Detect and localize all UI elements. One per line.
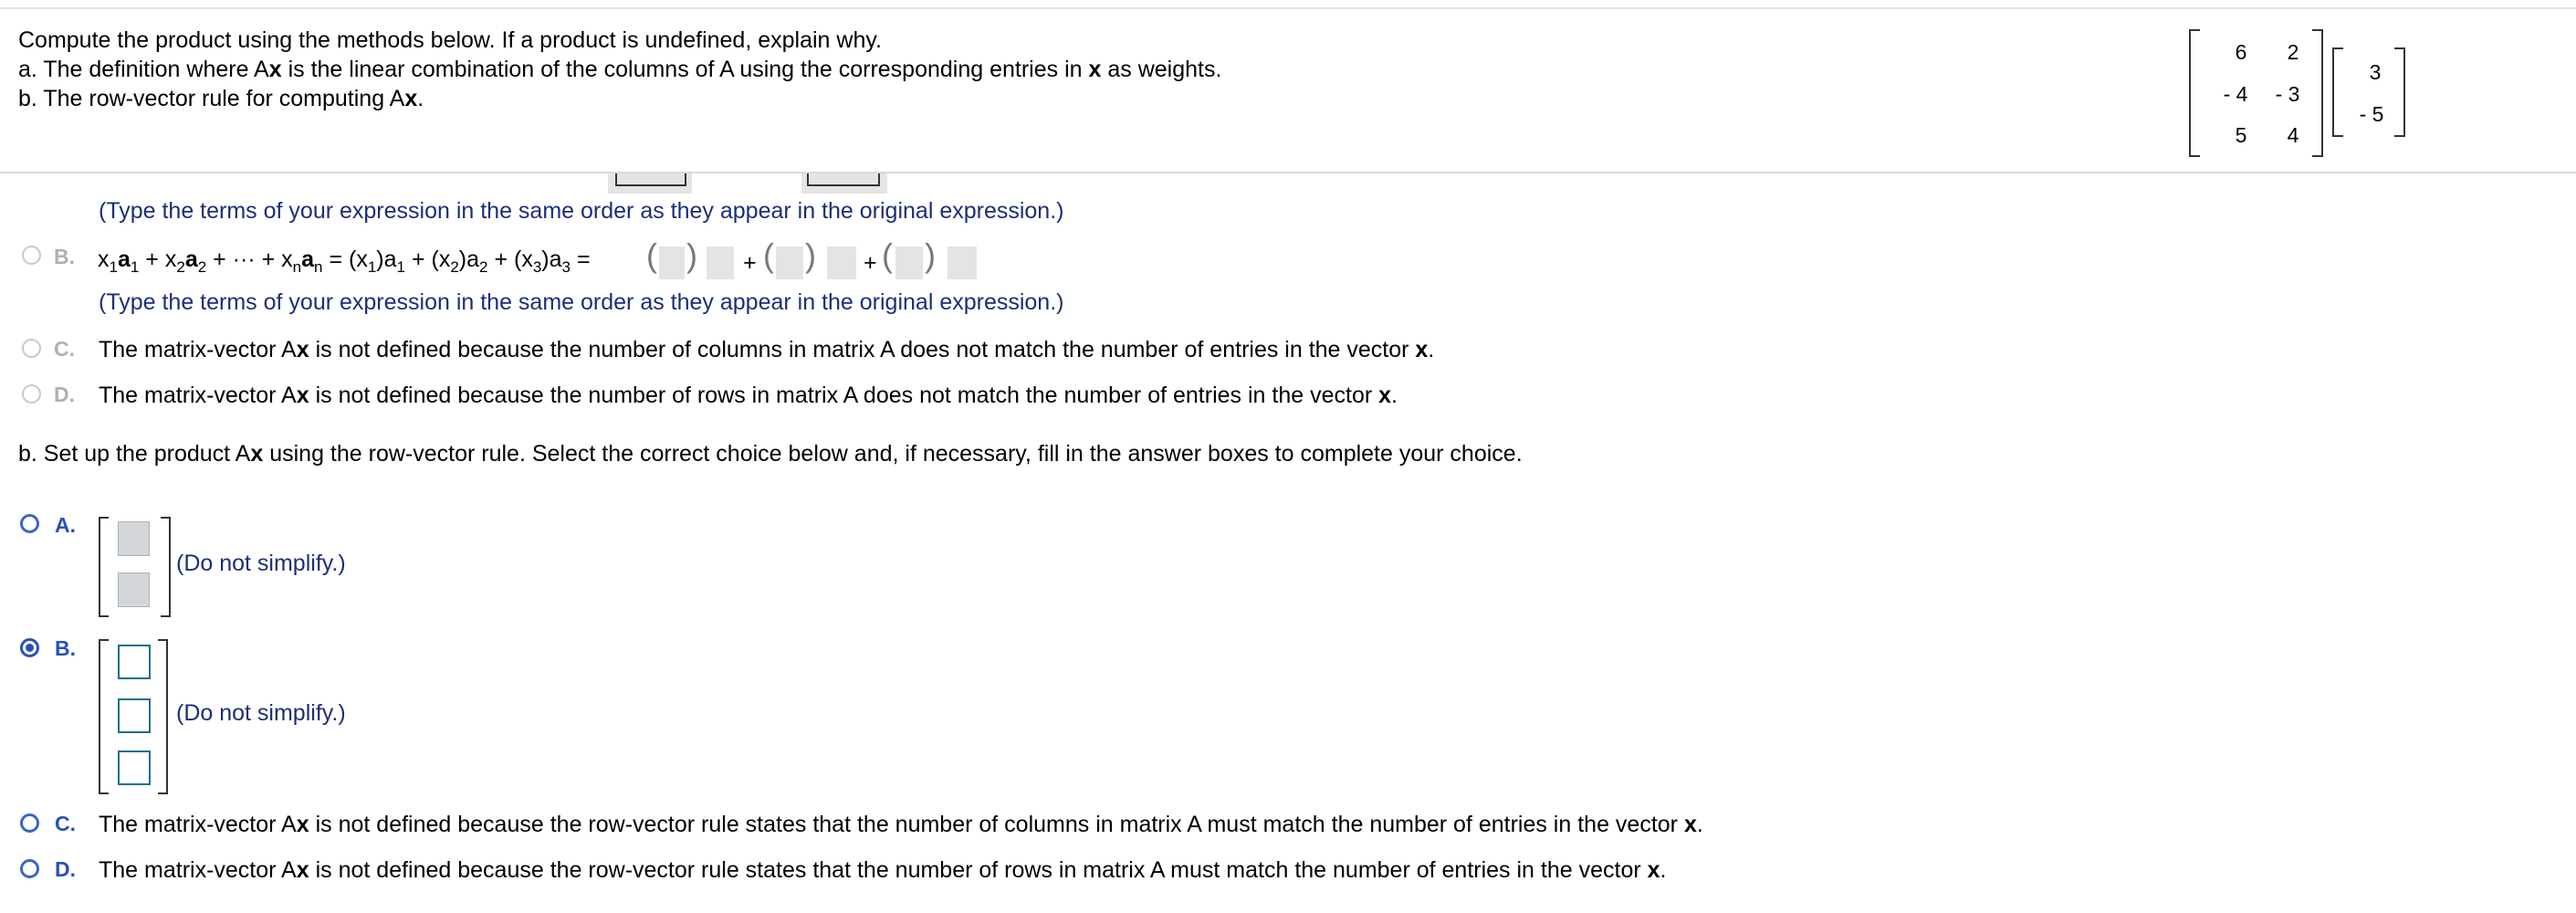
open-paren: ( [763,236,774,274]
part-b-option-b-radio[interactable] [20,638,39,657]
plus-sign: + [743,250,757,276]
answer-cell-input[interactable] [118,572,150,607]
part-a-option-b-radio[interactable] [22,246,41,265]
part-a-option-b-letter: B. [54,245,75,268]
problem-line-1: Compute the product using the methods below. If a product is undefined, explain why. [18,27,882,53]
part-b-option-a-radio[interactable] [20,514,39,533]
part-b-option-c-letter: C. [55,812,76,835]
part-a-option-d-radio[interactable] [22,384,41,404]
matrix-a-cell: 5 [2235,123,2247,147]
matrix-a-cell: - 4 [2223,82,2248,106]
part-b-option-d-letter: D. [55,857,76,881]
vector-x-left-bracket [2332,47,2343,137]
vector-x-entry: 3 [2369,60,2382,84]
matrix-a-right-bracket [2312,29,2323,157]
part-b-option-a-letter: A. [55,513,76,537]
scalar-input-3[interactable] [895,247,923,279]
answer-row-input-3[interactable] [118,750,151,785]
scalar-input-1[interactable] [659,247,685,279]
answer-matrix-right-bracket [158,639,168,794]
close-paren: ) [925,236,936,274]
part-b-option-d-text: The matrix-vector Ax is not defined because the row-vector rule states that the number of rows in matrix A must match the number of entries in the vector x. [99,857,1667,883]
problem-divider [0,172,2576,173]
problem-statement [18,26,1221,113]
open-paren: ( [882,236,893,274]
open-paren: ( [646,236,657,274]
part-a-option-c-text: The matrix-vector Ax is not defined because the number of columns in matrix A does not match the number of entries in the vector x. [99,337,1435,362]
answer-matrix-right-bracket [161,517,171,617]
answer-matrix-left-bracket [99,517,109,617]
close-paren: ) [805,236,816,274]
matrix-a-cell: - 3 [2275,82,2300,106]
part-a-option-d-text: The matrix-vector Ax is not defined because the number of rows in matrix A does not match the number of entries in the vector x. [99,383,1398,408]
matrix-a-cell: 6 [2235,40,2247,64]
part-b-option-c-text: The matrix-vector Ax is not defined because the row-vector rule states that the number of columns in matrix A must match the number of entries in the vector x. [99,812,1703,837]
part-a-option-d-letter: D. [54,383,75,406]
top-divider [0,7,2576,9]
vector-x-entry: - 5 [2359,102,2384,126]
part-b-option-a-note: (Do not simplify.) [176,551,346,576]
scalar-input-2[interactable] [776,247,803,279]
plus-sign: + [864,250,877,276]
problem-line-2: a. The definition where Ax is the linear combination of the columns of A using the corresponding entries in x as weights. [18,57,1222,82]
answer-row-input-1[interactable] [118,645,151,679]
part-b-option-c-radio[interactable] [20,813,39,833]
answer-row-input-2[interactable] [118,698,151,733]
matrix-a-cell: 2 [2287,40,2299,64]
part-a-option-c-radio[interactable] [22,339,41,358]
answer-matrix-left-bracket [99,639,109,794]
part-a-option-c-letter: C. [54,337,75,361]
vector-input-1[interactable] [707,247,734,279]
matrix-a-left-bracket [2189,29,2200,157]
scrolled-bracket-remnant [615,173,686,186]
vector-input-2[interactable] [827,247,856,279]
part-a-option-b-expression: $x_1a_1 + x_2a_2$ + ··· + $x_na_n = (x_1)a_1 + (x_2)a_2 + (x_3)a_3$ = [98,247,591,276]
vector-input-3[interactable] [948,247,977,279]
part-b-option-d-radio[interactable] [20,859,39,878]
close-paren: ) [686,236,697,274]
part-b-option-b-letter: B. [55,636,76,660]
scrolled-bracket-remnant [807,173,880,186]
problem-line-3: b. The row-vector rule for computing Ax. [18,86,424,111]
part-b-option-b-note: (Do not simplify.) [176,700,346,726]
part-b-question: b. Set up the product Ax using the row-vector rule. Select the correct choice below and, if necessary, fill in the answer boxes to complete your choice. [18,441,1523,467]
matrix-a-cell: 4 [2287,123,2299,147]
part-a-option-b-hint: (Type the terms of your expression in the same order as they appear in the original expression.) [99,289,1064,315]
part-a-hint-top: (Type the terms of your expression in the same order as they appear in the original expression.) [99,198,1064,224]
answer-cell-input[interactable] [118,521,150,556]
